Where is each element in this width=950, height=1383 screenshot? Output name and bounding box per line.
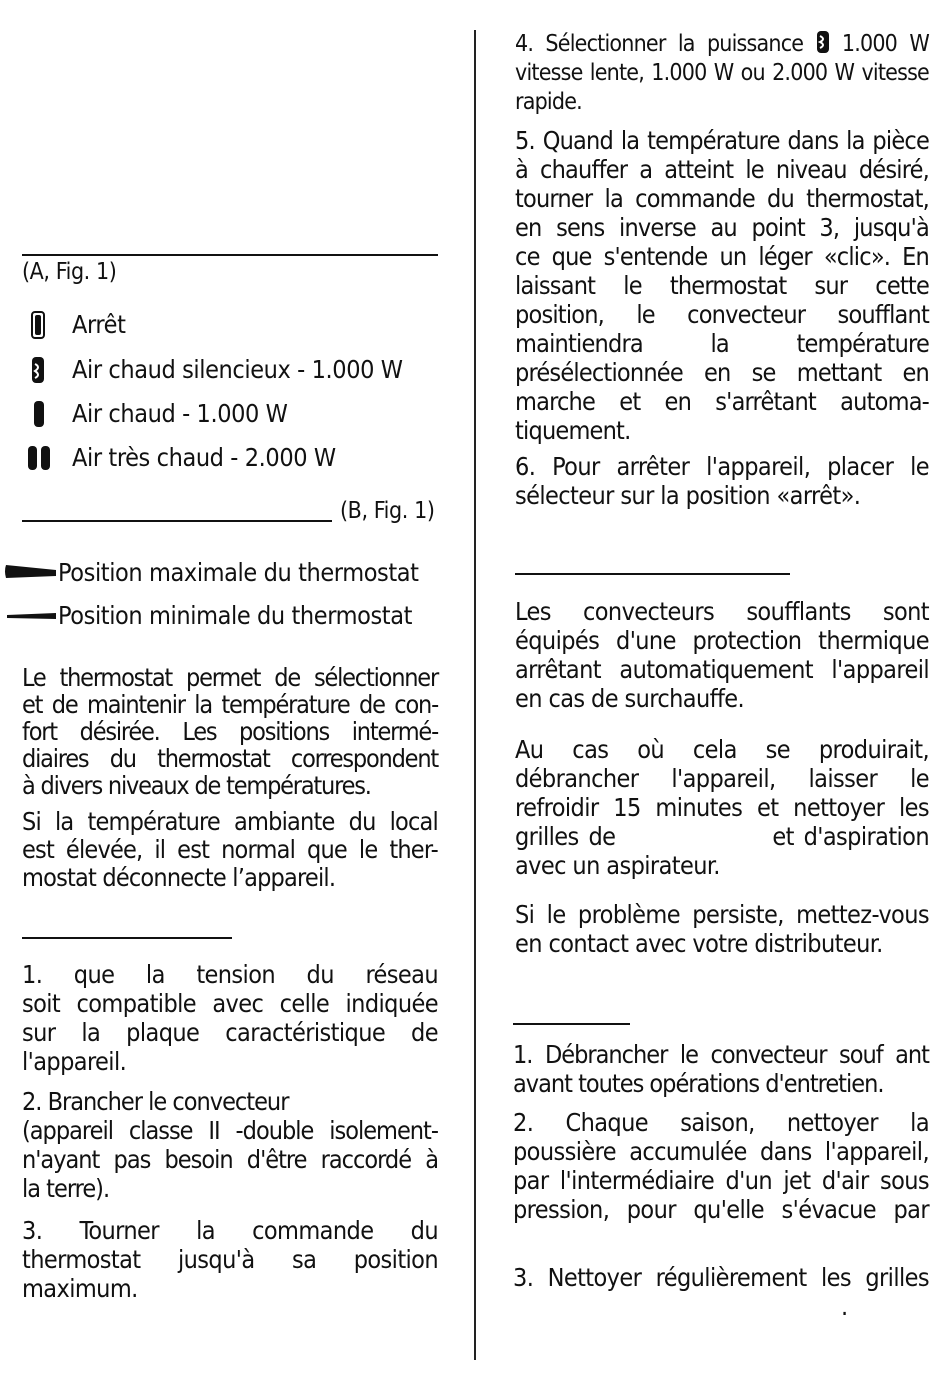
step-6: 6. Pour arrêter l'appareil, placer le sélecteur sur la position «arrêt». [515, 452, 929, 510]
thermostat-note-paragraph: Si la température ambiante du local est élevée, il est normal que le ther- mostat déconnecte l’appareil. [22, 807, 438, 892]
section-a-reference: (A, Fig. 1) [22, 259, 117, 285]
step-2: 2. Brancher le convecteur (appareil classe II -double isolement- n'ayant pas besoin d'être raccordé à la terre). [22, 1087, 438, 1203]
thermostat-min-label: Position minimale du thermostat [58, 601, 413, 630]
thermostat-min-icon [6, 610, 56, 622]
selector-item-label: Air chaud - 1.000 W [72, 399, 288, 428]
protection-paragraph: Les convecteurs soufflants sont équipés d'une protection thermique arrêtant automatiquement l'appareil en cas de surchauffe. [515, 597, 929, 713]
silent-fan-icon [30, 355, 46, 385]
section-b-reference: (B, Fig. 1) [340, 498, 435, 524]
double-bar-icon [26, 444, 52, 472]
thermostat-paragraph: Le thermostat permet de sélectionner et de maintenir la température de con- fort désirée. Les positions intermé- diaires du thermostat correspondent à divers niveaux de températures. [22, 663, 438, 800]
column-divider [474, 30, 476, 1360]
step-5: 5. Quand la température dans la pièce à chauffer a atteint le niveau désiré, tourner la commande du thermostat, en sens inverse au point 3, jusqu'à ce que s'entende un léger «clic». En laissant le thermostat sur cette position, le convecteur soufflant maintiendra la température présélectionnée en se mettant en marche et en s'arrêtant automa- tiquement. [515, 126, 929, 445]
selector-item-label: Arrêt [72, 310, 126, 339]
single-bar-icon [32, 399, 46, 429]
section-rule-maintenance [513, 1023, 630, 1025]
step-1: 1. que la tension du réseau soit compatible avec celle indiquée sur la plaque caractéristique de l'appareil. [22, 960, 438, 1076]
maintenance-step-1: 1. Débrancher le convecteur souf ant avant toutes opérations d'entretien. [513, 1040, 929, 1098]
silent-fan-icon [816, 30, 830, 54]
thermostat-max-label: Position maximale du thermostat [58, 558, 419, 587]
thermostat-max-icon [4, 562, 56, 582]
section-rule-usage [22, 937, 232, 939]
section-rule-a [22, 254, 438, 256]
selector-item-label: Air chaud silencieux - 1.000 W [72, 355, 403, 384]
step-4: 4. Sélectionner la puissance 1.000 W vitesse lente, 1.000 W ou 2.000 W vitesse rapide. [515, 31, 929, 115]
off-icon [30, 310, 46, 340]
maintenance-step-2: 2. Chaque saison, nettoyer la poussière accumulée dans l'appareil, par l'intermédiaire d'un jet d'air sous pression, pour qu'elle s'évacue par [513, 1108, 929, 1224]
selector-item-label: Air très chaud - 2.000 W [72, 443, 336, 472]
step-3: 3. Tourner la commande du thermostat jusqu'à sa position maximum. [22, 1216, 438, 1303]
section-rule-protection [515, 573, 790, 575]
contact-paragraph: Si le problème persiste, mettez-vous en contact avec votre distributeur. [515, 900, 929, 958]
overheat-paragraph: Au cas où cela se produirait, débrancher l'appareil, laisser le refroidir 15 minutes et nettoyer les grilles de et d'aspiration avec un aspirateur. [515, 735, 929, 880]
maintenance-step-3: 3. Nettoyer régulièrement les grilles . [513, 1263, 929, 1321]
section-rule-b [22, 520, 332, 522]
